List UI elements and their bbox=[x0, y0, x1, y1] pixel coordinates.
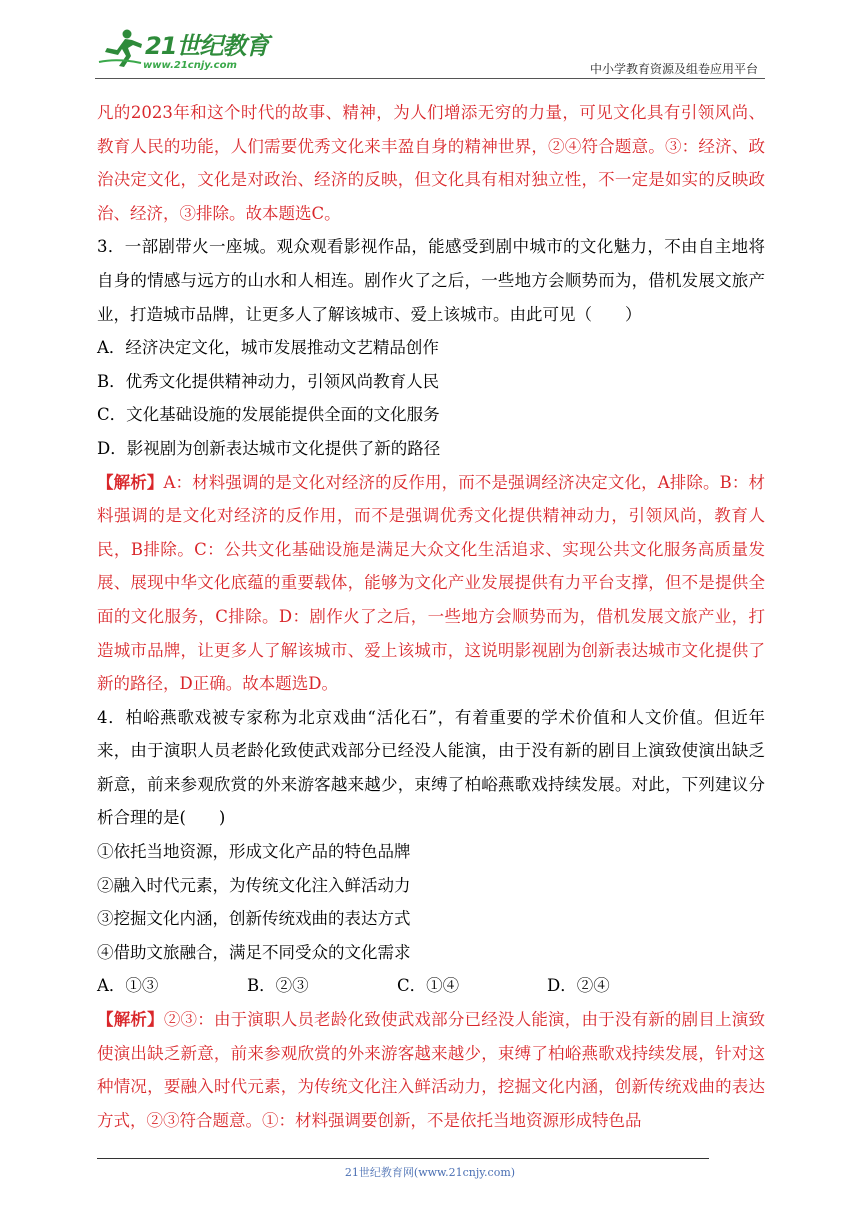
analysis-text: A：材料强调的是文化对经济的反作用，而不是强调经济决定文化，A排除。B：材料强调的是文化对经济的反作用，而不是强调优秀文化提供精神动力，引领风尚，教育人民，B排除。C：公共文化基础设施是满足大众文化生活追求、实现公共文化服务高质量发展、展现中华文化底蕴的重要载体，能够为文化产业发展提供有力平台支撑，但不是提供全面的文化服务，C排除。D：剧作火了之后，一些地方会顺势而为，借机发展文旅产业，打造城市品牌，让更多人了解该城市、爱上该城市，这说明影视剧为创新表达城市文化提供了新的路径，D正确。故本题选D。 bbox=[97, 472, 766, 694]
question-4-stem: 4．柏峪燕歌戏被专家称为北京戏曲“活化石”，有着重要的学术价值和人文价值。但近年来，由于演职人员老龄化致使武戏部分已经没人能演，由于没有新的剧目上演致使演出缺乏新意，前来参观欣赏的外来游客越来越少，束缚了柏峪燕歌戏持续发展。对此，下列建议分析合理的是( ) bbox=[97, 707, 765, 828]
question-4-option-a: A．①③ bbox=[97, 976, 159, 996]
footer-text: 21世纪教育网(www.21cnjy.com) bbox=[344, 1166, 516, 1179]
question-3-option-b: B．优秀文化提供精神动力，引领风尚教育人民 bbox=[97, 371, 440, 391]
question-3-analysis bbox=[97, 466, 765, 701]
analysis-text: ②③：由于演职人员老龄化致使武戏部分已经没人能演，由于没有新的剧目上演致使演出缺乏新意，前来参观欣赏的外来游客越来越少，束缚了柏峪燕歌戏持续发展，针对这种情况，要融入时代元素，为传统文化注入鲜活动力，挖掘文化内涵，创新传统戏曲的表达方式，②③符合题意。①：材料强调要创新，不是依托当地资源形成特色品 bbox=[97, 1010, 766, 1130]
footer-divider bbox=[97, 1158, 709, 1159]
header-platform-text: 中小学教育资源及组卷应用平台 bbox=[589, 62, 758, 76]
logo bbox=[95, 22, 295, 80]
question-4-item-2: ②融入时代元素，为传统文化注入鲜活动力 bbox=[97, 875, 411, 895]
analysis-tag: 【解析】 bbox=[97, 1010, 164, 1030]
question-4-option-b: B．②③ bbox=[247, 976, 309, 996]
document-body bbox=[97, 96, 765, 1137]
question-3-option-d: D．影视剧为创新表达城市文化提供了新的路径 bbox=[97, 438, 441, 458]
logo-title: 21世纪教育 bbox=[145, 32, 269, 60]
page-header bbox=[95, 22, 762, 80]
question-4-analysis bbox=[97, 1003, 765, 1137]
question-3-option-c: C．文化基础设施的发展能提供全面的文化服务 bbox=[97, 405, 440, 425]
question-4-item-3: ③挖掘文化内涵，创新传统戏曲的表达方式 bbox=[97, 909, 411, 929]
question-3-stem: 3．一部剧带火一座城。观众观看影视作品，能感受到剧中城市的文化魅力，不由自主地将自身的情感与远方的山水和人相连。剧作火了之后，一些地方会顺势而为，借机发展文旅产业，打造城市品牌，让更多人了解该城市、爱上该城市。由此可见（ ） bbox=[97, 237, 765, 324]
runner-logo-icon bbox=[97, 28, 147, 68]
logo-url: www.21cnjy.com bbox=[143, 60, 237, 71]
previous-analysis-text: 凡的2023年和这个时代的故事、精神，为人们增添无穷的力量，可见文化具有引领风尚、教育人民的功能，人们需要优秀文化来丰盈自身的精神世界，②④符合题意。③：经济、政治决定文化，文化是对政治、经济的反映，但文化具有相对独立性，不一定是如实的反映政治、经济，③排除。故本题选C。 bbox=[97, 103, 765, 223]
question-4-item-1: ①依托当地资源，形成文化产品的特色品牌 bbox=[97, 842, 411, 862]
question-4-option-c: C．①④ bbox=[397, 976, 460, 996]
header-divider bbox=[95, 78, 765, 79]
question-4-options bbox=[97, 969, 765, 1003]
analysis-tag: 【解析】 bbox=[97, 472, 164, 492]
question-3-option-a: A．经济决定文化，城市发展推动文艺精品创作 bbox=[97, 338, 439, 358]
question-4-item-4: ④借助文旅融合，满足不同受众的文化需求 bbox=[97, 942, 411, 962]
question-4-option-d: D．②④ bbox=[547, 976, 610, 996]
